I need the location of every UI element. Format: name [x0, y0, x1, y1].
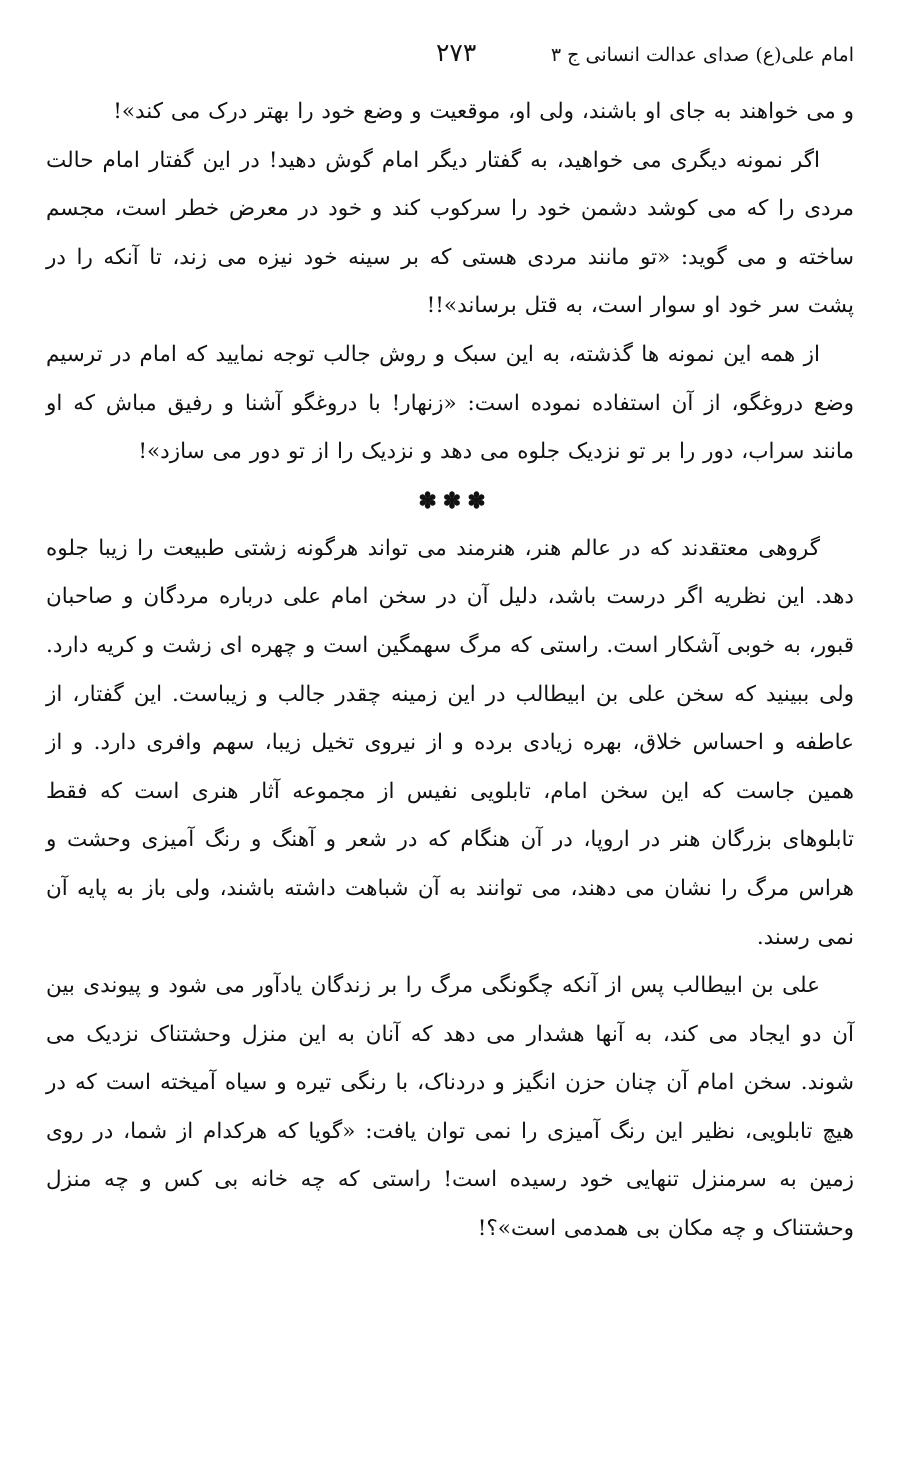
paragraph: از همه این نمونه ها گذشته، به این سبک و روش جالب توجه نمایید که امام در ترسیم وضع دروغگو، از آن استفاده نموده است: «زنهار! با دروغگو آشنا و رفیق مباش که او مانند سراب، دور را بر تو نزدیک جلوه می دهد و نزدیک را از تو دور می سازد»!: [46, 341, 854, 465]
paragraph: اگر نمونه دیگری می خواهید، به گفتار دیگر امام گوش دهید! در این گفتار امام حالت مردی را که می کوشد دشمن خود را سرکوب کند و خود در معرض خطر است، مجسم ساخته و می گوید: «تو مانند مردی هستی که بر سینه خود نیزه می زند، تا آنکه را در پشت سر خود او سوار است، به قتل برساند»!!: [46, 147, 854, 319]
section-separator: ✽✽✽: [418, 487, 492, 514]
paragraph-continuation: و می خواهند به جای او باشند، ولی او، موقعیت و وضع خود را بهتر درک می کند»!: [113, 99, 854, 124]
paragraph: گروهی معتقدند که در عالم هنر، هنرمند می تواند هرگونه زشتی طبیعت را زیبا جلوه دهد. این نظریه اگر درست باشد، دلیل آن در سخن امام علی درباره مردگان و صاحبان قبور، به خوبی آشکار است. راستی که مرگ سهمگین است و چهره ای زشت و کریه دارد. ولی ببینید که سخن علی بن ابیطالب در این زمینه چقدر جالب و زیباست. این گفتار، از عاطفه و احساس خلاق، بهره زیادی برده و از نیروی تخیل زیبا، سهم وافری دارد. و از همین جاست که این سخن امام، تابلویی نفیس از مجموعه آثار هنری است که فقط تابلوهای بزرگان هنر در اروپا، در آن هنگام که در شعر و آهنگ و رنگ آمیزی وحشت و هراس مرگ را نشان می دهند، می توانند به آن شباهت داشته باشند، ولی باز به پایه آن نمی رسند.: [46, 535, 854, 950]
page-header: [46, 38, 854, 74]
page-number: ۲۷۳: [436, 38, 477, 67]
body-text: [46, 88, 854, 1254]
paragraph: علی بن ابیطالب پس از آنکه چگونگی مرگ را بر زندگان یادآور می شود و پیوندی بین آن دو ایجاد می کند، به آنها هشدار می دهد که آنان به این منزل وحشتناک نزدیک می شوند. سخن امام آن چنان حزن انگیز و دردناک، با رنگی تیره و سیاه آمیخته است که در هیچ تابلویی، نظیر این رنگ آمیزی را نمی توان یافت: «گویا که هرکدام از شما، در روی زمین به سرمنزل تنهایی خود رسیده است! راستی که چه خانه بی کس و چه منزل وحشتناک و چه مکان بی همدمی است»؟!: [46, 973, 854, 1242]
running-title: امام علی(ع) صدای عدالت انسانی ج ۳: [550, 44, 854, 66]
